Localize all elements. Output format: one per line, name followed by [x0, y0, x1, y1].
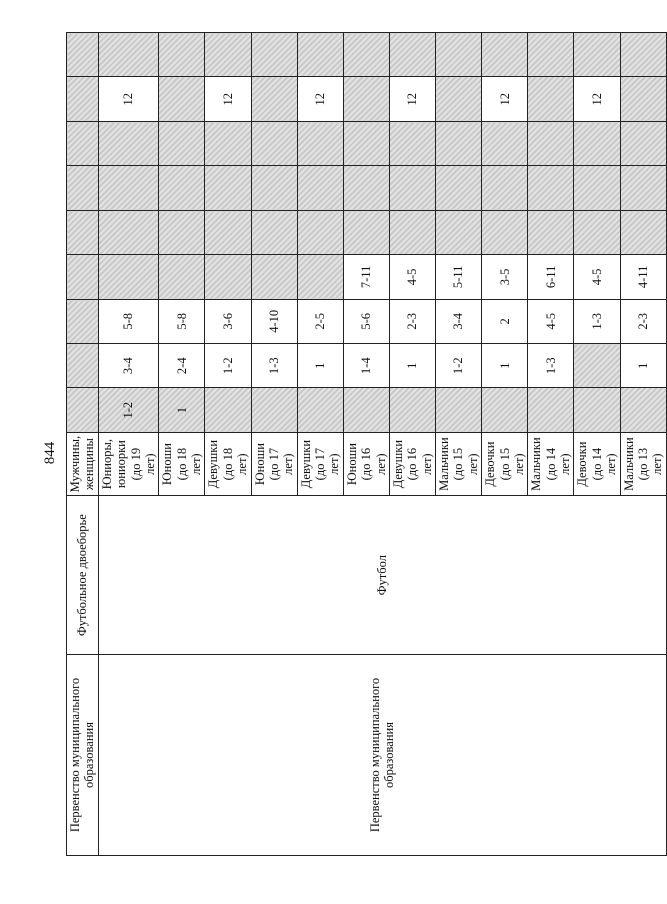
- value-cell: 7-11: [343, 255, 389, 299]
- value-cell: [436, 33, 482, 78]
- group-cell: Девочки (до 15 лет): [482, 432, 528, 495]
- value-cell: [159, 255, 205, 299]
- value-cell: [98, 33, 159, 78]
- value-cell: [574, 121, 620, 165]
- value-cell: [343, 166, 389, 210]
- group-cell: Мальчики (до 14 лет): [528, 432, 574, 495]
- value-cell: [251, 255, 297, 299]
- value-cell: [67, 210, 99, 254]
- value-cell: [574, 166, 620, 210]
- value-cell: [436, 210, 482, 254]
- value-cell: [98, 210, 159, 254]
- group-cell: Юноши (до 18 лет): [159, 432, 205, 495]
- value-cell: [482, 33, 528, 78]
- value-cell: 1-2: [205, 344, 251, 388]
- value-cell: [205, 166, 251, 210]
- value-cell: [159, 210, 205, 254]
- value-cell: 4-10: [251, 299, 297, 343]
- table-row: [67, 33, 99, 856]
- value-cell: [574, 210, 620, 254]
- value-cell: [620, 388, 666, 432]
- value-cell: [620, 166, 666, 210]
- value-cell: [251, 33, 297, 78]
- value-cell: 5-6: [343, 299, 389, 343]
- value-cell: 6-11: [528, 255, 574, 299]
- value-cell: [159, 77, 205, 121]
- table-row: [98, 33, 159, 856]
- value-cell: [389, 121, 435, 165]
- value-cell: [528, 388, 574, 432]
- football-duel-cell: Футбольное двоеборье: [67, 496, 99, 655]
- value-cell: [251, 388, 297, 432]
- value-cell: [389, 388, 435, 432]
- value-cell: [436, 121, 482, 165]
- value-cell: 1-3: [574, 299, 620, 343]
- value-cell: [620, 77, 666, 121]
- value-cell: [297, 121, 343, 165]
- value-cell: 2-4: [159, 344, 205, 388]
- value-cell: [528, 77, 574, 121]
- value-cell: [620, 210, 666, 254]
- value-cell: [574, 344, 620, 388]
- table-body: [67, 33, 667, 856]
- value-cell: [67, 255, 99, 299]
- group-cell: Девушки (до 16 лет): [389, 432, 435, 495]
- value-cell: [297, 33, 343, 78]
- value-cell: [574, 33, 620, 78]
- value-cell: [297, 166, 343, 210]
- rotated-table-wrapper: [66, 32, 665, 856]
- value-cell: [297, 210, 343, 254]
- value-cell: [436, 388, 482, 432]
- value-cell: [67, 344, 99, 388]
- value-cell: [482, 166, 528, 210]
- value-cell: [67, 388, 99, 432]
- group-cell: Мужчины, женщины: [67, 432, 99, 495]
- value-cell: [343, 33, 389, 78]
- football-cell: Футбол: [98, 496, 666, 655]
- value-cell: 5-8: [98, 299, 159, 343]
- group-cell: Мальчики (до 13 лет): [620, 432, 666, 495]
- value-cell: 12: [389, 77, 435, 121]
- value-cell: 1-3: [528, 344, 574, 388]
- value-cell: [98, 121, 159, 165]
- value-cell: 4-11: [620, 255, 666, 299]
- value-cell: [482, 121, 528, 165]
- value-cell: 2-5: [297, 299, 343, 343]
- group-cell: Девушки (до 17 лет): [297, 432, 343, 495]
- value-cell: 3-6: [205, 299, 251, 343]
- value-cell: [528, 121, 574, 165]
- value-cell: 1: [297, 344, 343, 388]
- value-cell: 5-8: [159, 299, 205, 343]
- value-cell: 1: [159, 388, 205, 432]
- value-cell: [389, 33, 435, 78]
- value-cell: [528, 210, 574, 254]
- rank-table: [66, 32, 667, 856]
- value-cell: 1-2: [436, 344, 482, 388]
- group-cell: Юноши (до 16 лет): [343, 432, 389, 495]
- value-cell: 1: [389, 344, 435, 388]
- value-cell: 12: [98, 77, 159, 121]
- value-cell: [297, 388, 343, 432]
- value-cell: [251, 166, 297, 210]
- value-cell: 1-2: [98, 388, 159, 432]
- value-cell: [67, 33, 99, 78]
- value-cell: 3-4: [98, 344, 159, 388]
- value-cell: [98, 255, 159, 299]
- value-cell: [251, 121, 297, 165]
- value-cell: [205, 33, 251, 78]
- group-cell: Девочки (до 14 лет): [574, 432, 620, 495]
- value-cell: 4-5: [574, 255, 620, 299]
- value-cell: [67, 77, 99, 121]
- value-cell: [205, 388, 251, 432]
- group-cell: Девушки (до 18 лет): [205, 432, 251, 495]
- value-cell: [67, 121, 99, 165]
- value-cell: [98, 166, 159, 210]
- value-cell: [297, 255, 343, 299]
- value-cell: [389, 210, 435, 254]
- value-cell: 1: [482, 344, 528, 388]
- value-cell: [574, 388, 620, 432]
- value-cell: 3-4: [436, 299, 482, 343]
- value-cell: 2: [482, 299, 528, 343]
- value-cell: [436, 166, 482, 210]
- value-cell: [343, 210, 389, 254]
- value-cell: 2-3: [620, 299, 666, 343]
- value-cell: [251, 77, 297, 121]
- value-cell: 2-3: [389, 299, 435, 343]
- value-cell: 12: [574, 77, 620, 121]
- value-cell: 12: [297, 77, 343, 121]
- value-cell: [205, 255, 251, 299]
- value-cell: 1: [620, 344, 666, 388]
- value-cell: [528, 33, 574, 78]
- value-cell: [620, 121, 666, 165]
- value-cell: [67, 299, 99, 343]
- value-cell: [389, 166, 435, 210]
- competition-cell: Первенство муниципального образования: [67, 655, 99, 856]
- value-cell: [620, 33, 666, 78]
- value-cell: 5-11: [436, 255, 482, 299]
- value-cell: 12: [205, 77, 251, 121]
- value-cell: [528, 166, 574, 210]
- group-cell: Юноши (до 17 лет): [251, 432, 297, 495]
- value-cell: [343, 121, 389, 165]
- value-cell: [251, 210, 297, 254]
- group-cell: Мальчики (до 15 лет): [436, 432, 482, 495]
- value-cell: 3-5: [482, 255, 528, 299]
- value-cell: [205, 210, 251, 254]
- group-cell: Юниоры, юниорки (до 19 лет): [98, 432, 159, 495]
- value-cell: 12: [482, 77, 528, 121]
- value-cell: 1-4: [343, 344, 389, 388]
- value-cell: 4-5: [389, 255, 435, 299]
- value-cell: 4-5: [528, 299, 574, 343]
- value-cell: [343, 77, 389, 121]
- value-cell: [159, 121, 205, 165]
- page-number: 844: [41, 441, 58, 465]
- value-cell: [436, 77, 482, 121]
- value-cell: [159, 33, 205, 78]
- value-cell: [482, 210, 528, 254]
- value-cell: 1-3: [251, 344, 297, 388]
- value-cell: [205, 121, 251, 165]
- value-cell: [343, 388, 389, 432]
- value-cell: [482, 388, 528, 432]
- competition-cell: Первенство муниципального образования: [98, 655, 666, 856]
- value-cell: [67, 166, 99, 210]
- value-cell: [159, 166, 205, 210]
